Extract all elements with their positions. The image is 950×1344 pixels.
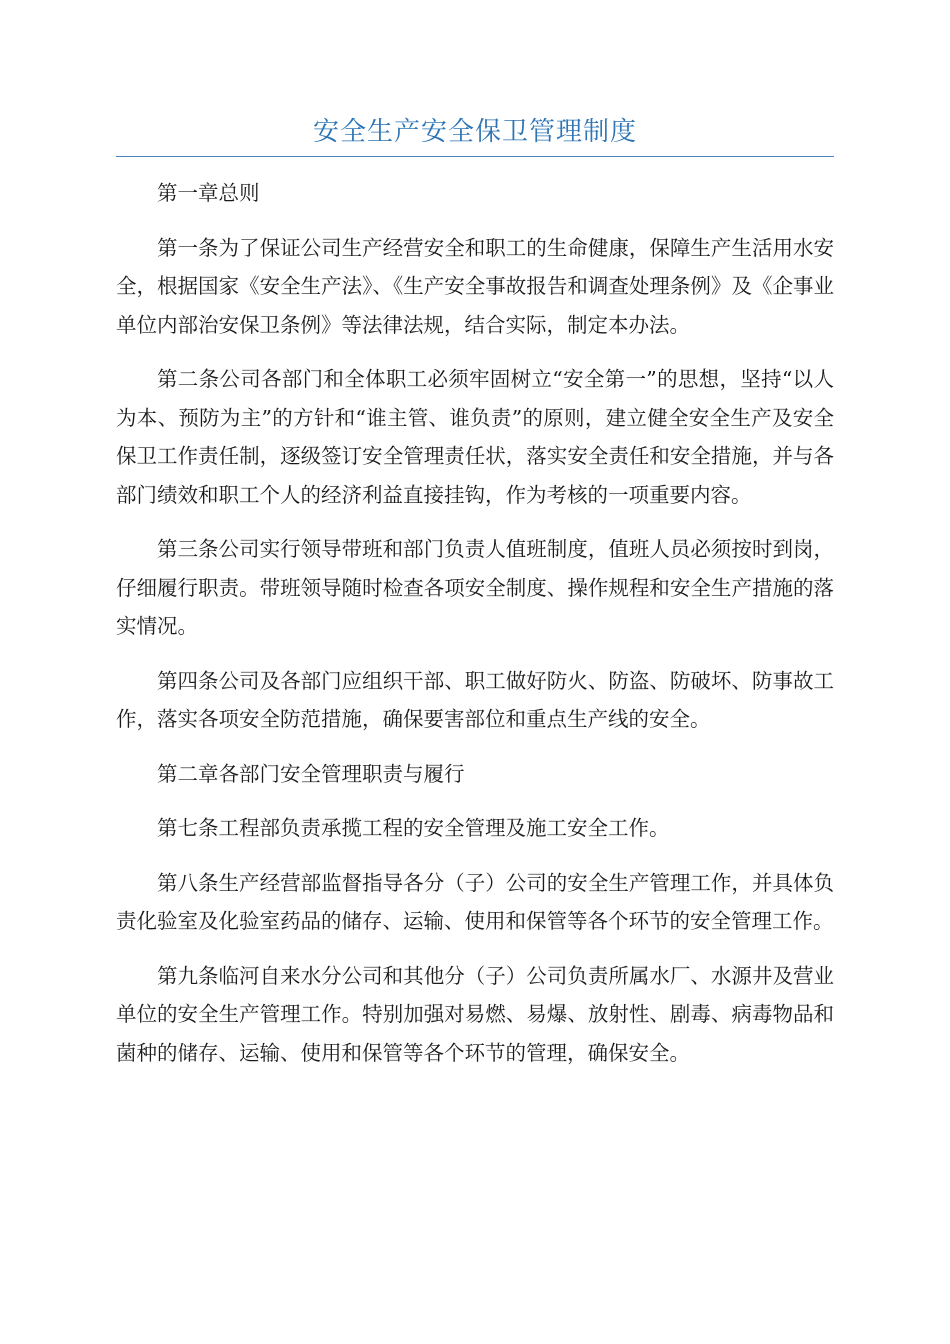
document-body <box>116 174 834 1088</box>
document-title: 安全生产安全保卫管理制度 <box>312 117 637 147</box>
article-paragraph: 第七条工程部负责承揽工程的安全管理及施工安全工作。 <box>157 816 670 840</box>
article-paragraph: 第一条为了保证公司生产经营安全和职工的生命健康，保障生产生活用水安全，根据国家《安全生产法》、《生产安全事故报告和调查处理条例》及《企事业单位内部治安保卫条例》等法律法规，结合实际，制定本办法。 <box>116 235 834 337</box>
article-paragraph: 第三条公司实行领导带班和部门负责人值班制度，值班人员必须按时到岗，仔细履行职责。带班领导随时检查各项安全制度、操作规程和安全生产措施的落实情况。 <box>116 537 834 638</box>
title-block <box>116 112 834 157</box>
chapter-heading: 第二章各部门安全管理职责与履行 <box>157 761 465 786</box>
chapter-heading: 第一章总则 <box>157 181 260 205</box>
article-paragraph: 第四条公司及各部门应组织干部、职工做好防火、防盗、防破坏、防事故工作，落实各项安全防范措施，确保要害部位和重点生产线的安全。 <box>116 668 834 731</box>
article-paragraph: 第八条生产经营部监督指导各分（子）公司的安全生产管理工作，并具体负责化验室及化验室药品的储存、运输、使用和保管等各个环节的安全管理工作。 <box>116 870 834 933</box>
article-paragraph: 第二条公司各部门和全体职工必须牢固树立“安全第一”的思想，坚持“以人为本、预防为主”的方针和“谁主管、谁负责”的原则，建立健全安全生产及安全保卫工作责任制，逐级签订安全管理责任状，落实安全责任和安全措施，并与各部门绩效和职工个人的经济利益直接挂钩，作为考核的一项重要内容。 <box>116 367 834 507</box>
article-paragraph: 第九条临河自来水分公司和其他分（子）公司负责所属水厂、水源井及营业单位的安全生产管理工作。特别加强对易燃、易爆、放射性、剧毒、病毒物品和菌种的储存、运输、使用和保管等各个环节的管理，确保安全。 <box>116 963 834 1065</box>
